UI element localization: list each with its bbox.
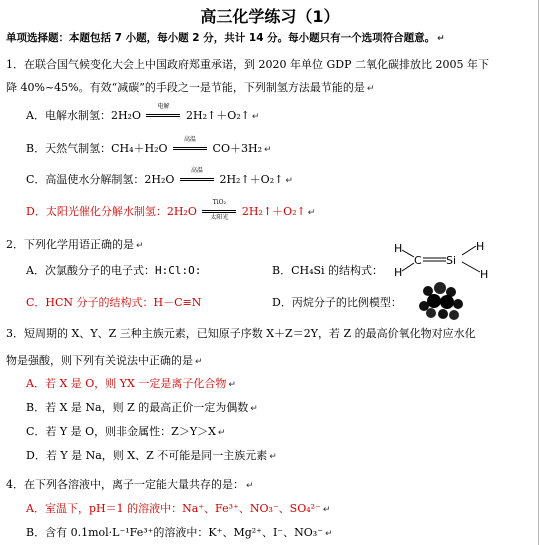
svg-text:H: H: [394, 242, 403, 255]
reaction-arrow-icon: 高温: [173, 143, 207, 155]
q1-option-a: A．电解水制氢：2H₂O 电解 2H₂↑＋O₂↑ ↵: [26, 103, 260, 122]
section-header: 单项选择题：本题包括 7 小题，每小题 2 分，共计 14 分。每小题只有一个选项符合题意。 ↵: [6, 32, 445, 44]
q2-option-d: D．丙烷分子的比例模型：: [272, 296, 402, 309]
page-title: 高三化学练习（1）: [200, 7, 340, 26]
q4-option-a: A．室温下，pH＝1 的溶液中：Na⁺、Fe³⁺、NO₃⁻、SO₄²⁻ ↵: [26, 502, 331, 515]
q2-option-a: A．次氯酸分子的电子式：H:Cl:O:: [26, 264, 202, 277]
q1-option-d: D．太阳光催化分解水制氢：2H₂O TiO₂ 太阳光 2H₂↑＋O₂↑ ↵: [26, 199, 316, 221]
svg-text:H: H: [394, 266, 403, 279]
q3-option-b: B．若 X 是 Na，则 Z 的最高正价一定为偶数 ↵: [26, 401, 258, 414]
svg-text:Si: Si: [446, 254, 457, 267]
q3-stem-line-1: 3．短周期的 X、Y、Z 三种主族元素，已知原子序数 X＋Z＝2Y，若 Z 的最高价氧化物对应水化: [6, 327, 476, 340]
q2-option-c: C．HCN 分子的结构式：H－C≡N: [26, 296, 202, 309]
q4-stem: 4．在下列各溶液中，离子一定能大量共存的是： ↵: [6, 478, 254, 491]
q2-option-b: B．CH₄Si 的结构式：: [272, 264, 384, 277]
return-mark-icon: ↵: [437, 34, 445, 44]
reaction-arrow-icon: 高温: [180, 174, 214, 186]
return-mark-icon: ↵: [263, 145, 272, 155]
q3-option-a: A．若 X 是 O，则 YX 一定是离子化合物 ↵: [26, 377, 236, 390]
return-mark-icon: ↵: [269, 452, 277, 462]
svg-text:H: H: [480, 268, 489, 281]
q3-option-d: D．若 Y 是 Na，则 X、Z 不可能是同一主族元素 ↵: [26, 449, 277, 462]
return-mark-icon: ↵: [246, 481, 254, 491]
return-mark-icon: ↵: [217, 428, 226, 438]
return-mark-icon: ↵: [195, 357, 203, 367]
svg-text:C: C: [414, 254, 422, 267]
q3-stem-line-2: 物是强酸，则下列有关说法中正确的是 ↵: [6, 354, 203, 367]
reaction-arrow-icon: 电解: [146, 110, 180, 122]
q4-option-b: B．含有 0.1mol·L⁻¹Fe³⁺的溶液中：K⁺、Mg²⁺、I⁻、NO₃⁻ ↵: [26, 526, 333, 539]
svg-text:H: H: [476, 240, 485, 253]
return-mark-icon: ↵: [324, 529, 333, 539]
q2-stem: 2．下列化学用语正确的是 ↵: [6, 238, 144, 251]
page-edge-divider: [538, 0, 539, 545]
return-mark-icon: ↵: [322, 505, 331, 515]
propane-ball-model-image: [416, 280, 466, 322]
return-mark-icon: ↵: [228, 380, 236, 390]
reaction-arrow-icon: TiO₂ 太阳光: [202, 206, 236, 218]
return-mark-icon: ↵: [366, 84, 375, 94]
ch4si-structural-formula: [392, 238, 498, 282]
return-mark-icon: ↵: [285, 176, 293, 186]
q1-stem-line-1: 1．在联合国气候变化大会上中国政府郑重承诺，到 2020 年单位 GDP 二氧化碳排放比 2005 年下: [6, 58, 489, 71]
q1-option-c: C．高温使水分解制氢：2H₂O 高温 2H₂↑＋O₂↑ ↵: [26, 167, 293, 186]
q3-option-c: C．若 Y 是 O，则非金属性：Z＞Y＞X ↵: [26, 425, 226, 438]
q1-option-b: B．天然气制氢：CH₄＋H₂O 高温 CO＋3H₂ ↵: [26, 136, 272, 155]
return-mark-icon: ↵: [307, 208, 316, 218]
return-mark-icon: ↵: [250, 404, 258, 414]
hclo-electron-formula: H:Cl:O:: [154, 264, 202, 277]
q1-stem-line-2: 降 40%~45%。有效“减碳”的手段之一是节能，下列制氢方法最节能的是 ↵: [6, 81, 375, 94]
return-mark-icon: ↵: [136, 241, 144, 251]
return-mark-icon: ↵: [251, 112, 260, 122]
